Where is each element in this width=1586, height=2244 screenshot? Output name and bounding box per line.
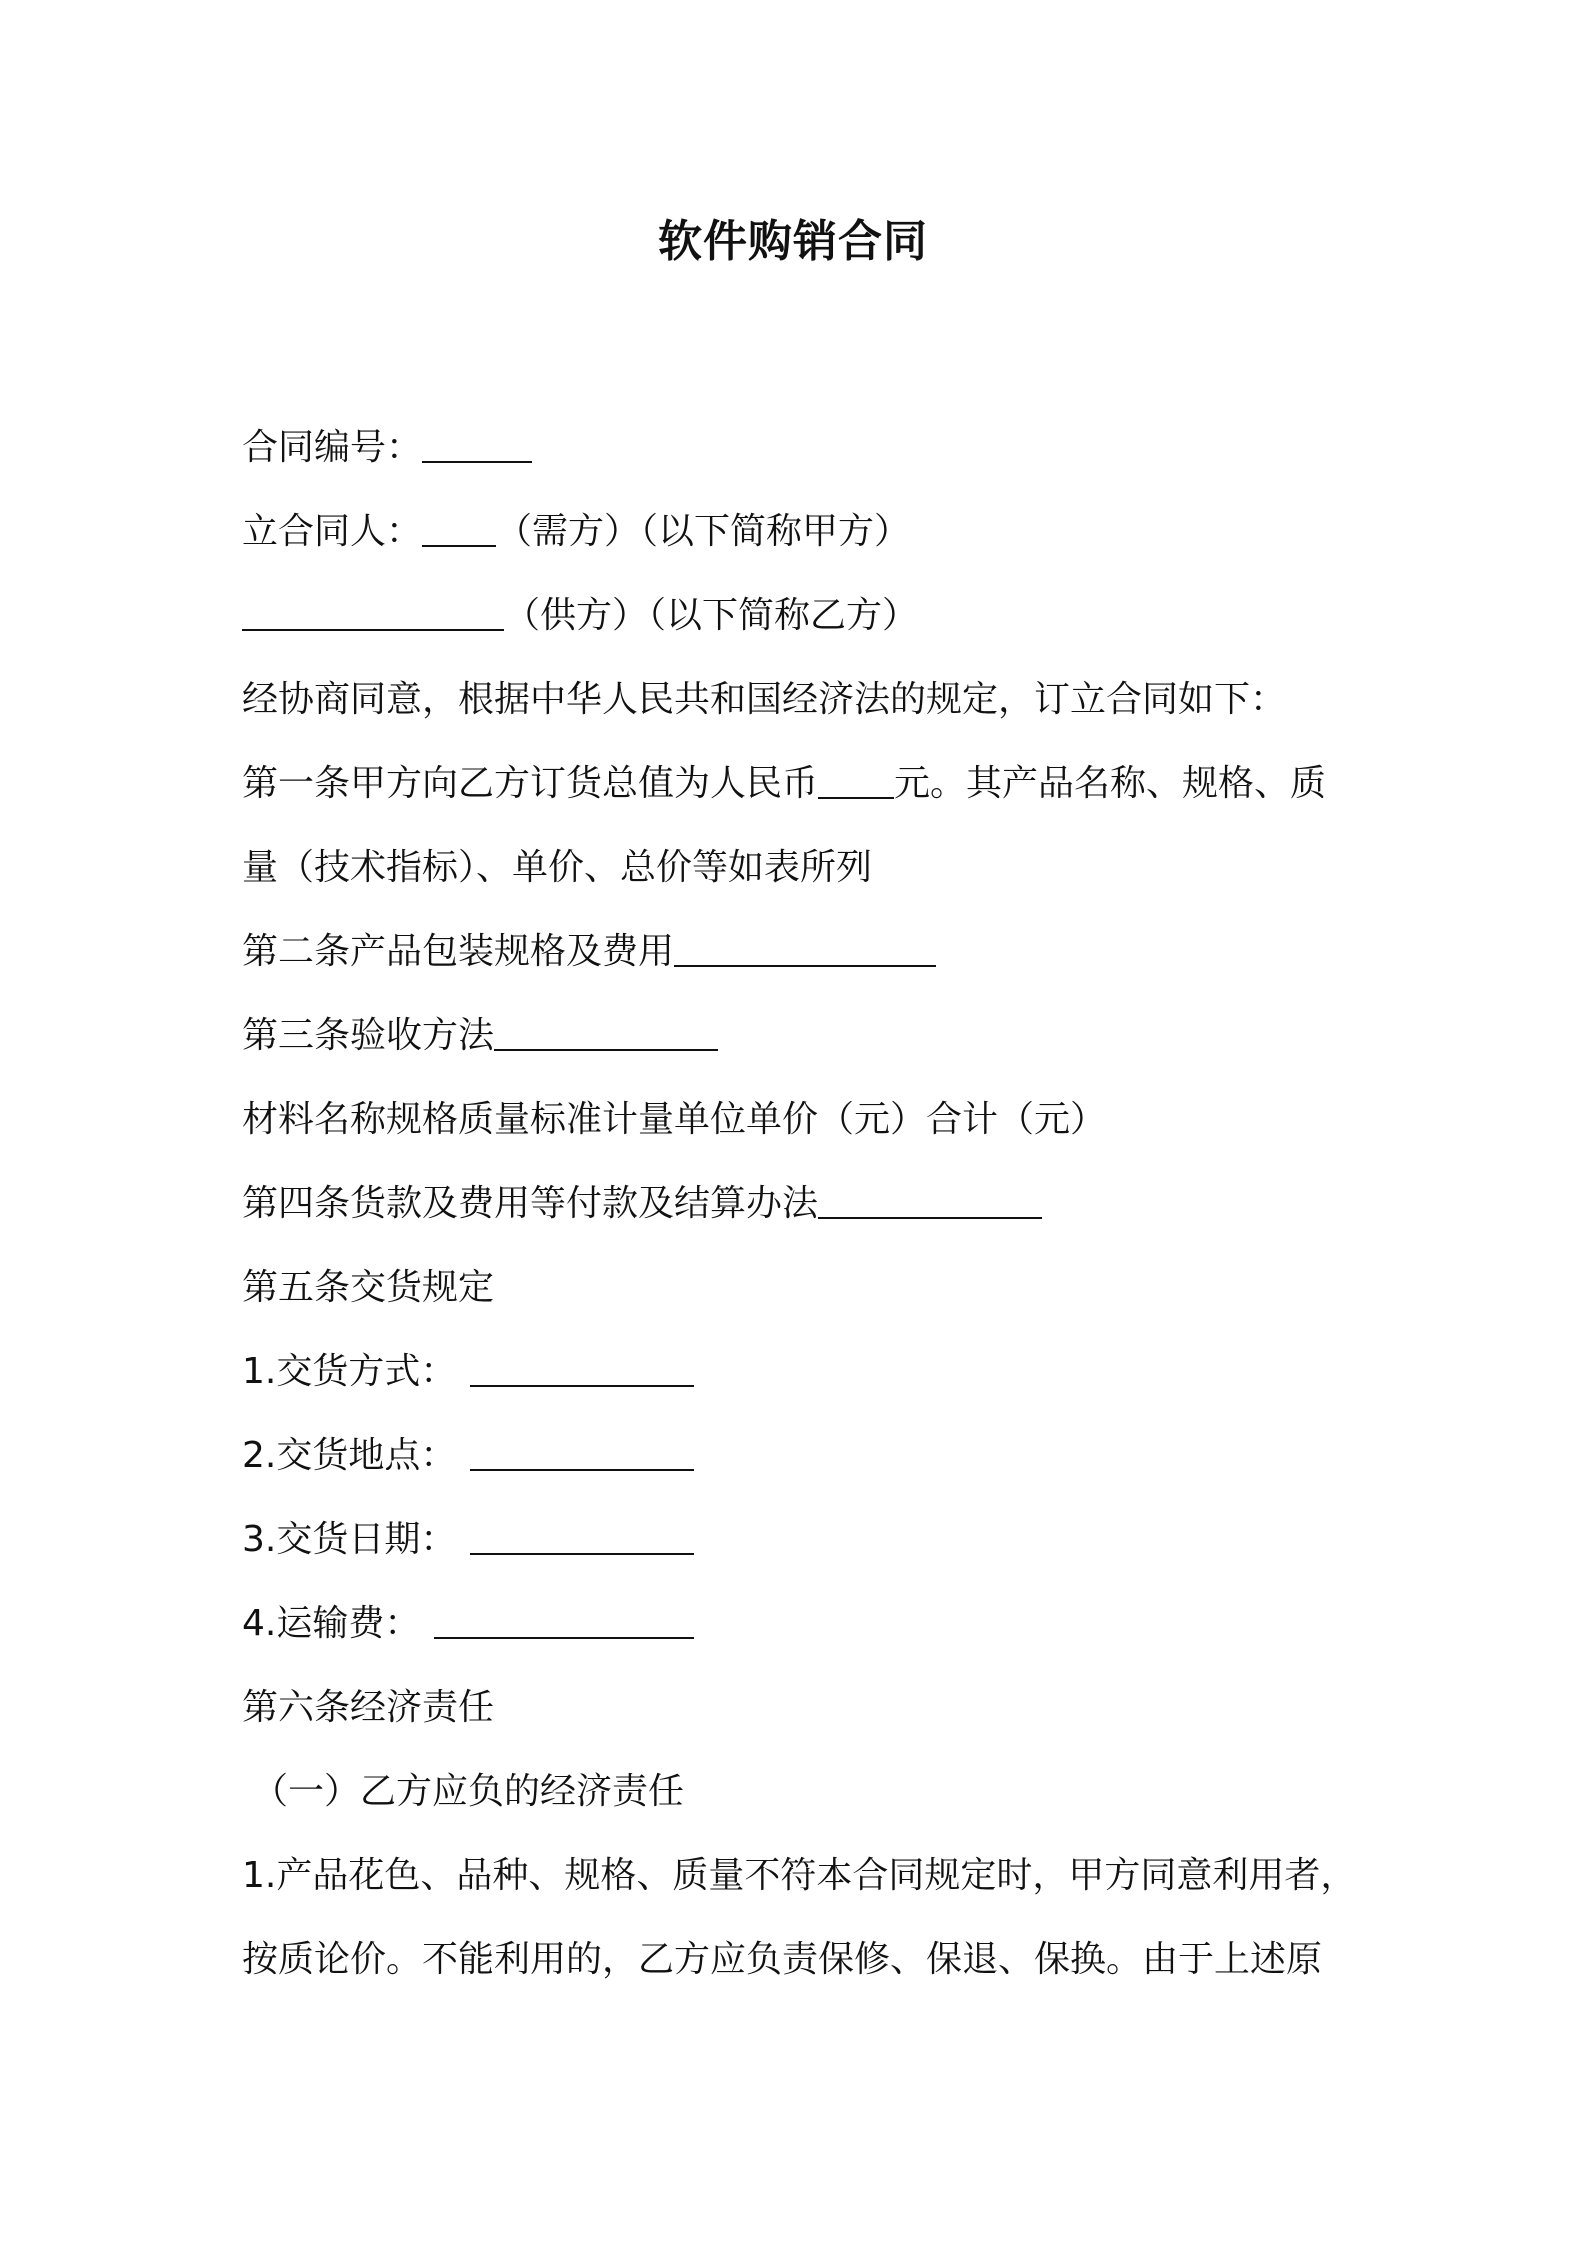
delivery-method-label: 1.交货方式： <box>242 1351 457 1392</box>
packaging-blank <box>674 921 936 967</box>
contract-number-blank <box>422 417 532 463</box>
party-b-suffix: （供方）（以下简称乙方） <box>504 595 919 636</box>
table-header-line: 材料名称规格质量标准计量单位单价（元）合计（元） <box>242 1099 1107 1140</box>
freight-line <box>242 1582 1362 1666</box>
article-4-text: 第四条货款及费用等付款及结算办法 <box>242 1183 819 1224</box>
section-b-liability-heading: （一）乙方应负的经济责任 <box>252 1771 685 1812</box>
party-a-label: 立合同人： <box>242 511 423 552</box>
payment-method-blank <box>818 1173 1042 1219</box>
party-b-line <box>242 574 1362 658</box>
delivery-place-blank <box>470 1425 694 1471</box>
party-a-line <box>242 490 1362 574</box>
article-5-heading: 第五条交货规定 <box>242 1267 495 1308</box>
article-3-line <box>242 994 1362 1078</box>
document-body <box>242 406 1362 2002</box>
delivery-date-label: 3.交货日期： <box>242 1519 457 1560</box>
article-2-line <box>242 910 1362 994</box>
article-2-text: 第二条产品包装规格及费用 <box>242 931 675 972</box>
delivery-place-line <box>242 1414 1362 1498</box>
clause-1-line-2: 按质论价。不能利用的，乙方应负责保修、保退、保换。由于上述原 <box>242 1939 1323 1980</box>
delivery-date-line <box>242 1498 1362 1582</box>
delivery-method-blank <box>470 1341 694 1387</box>
document-title: 软件购销合同 <box>658 216 928 267</box>
article-6-heading: 第六条经济责任 <box>242 1687 495 1728</box>
party-a-suffix: （需方）（以下简称甲方） <box>496 511 911 552</box>
delivery-place-label: 2.交货地点： <box>242 1435 457 1476</box>
total-amount-blank <box>818 753 894 799</box>
delivery-method-line <box>242 1330 1362 1414</box>
acceptance-method-blank <box>494 1005 718 1051</box>
freight-label: 4.运输费： <box>242 1603 421 1644</box>
party-a-blank <box>422 501 496 547</box>
article-1-line-2: 量（技术指标）、单价、总价等如表所列 <box>242 847 873 888</box>
article-1-line-1 <box>242 742 1362 826</box>
article-1-text-b: 元。其产品名称、规格、质 <box>894 763 1327 804</box>
contract-number-line <box>242 406 1362 490</box>
article-1-text-a: 第一条甲方向乙方订货总值为人民币 <box>242 763 819 804</box>
article-4-line <box>242 1162 1362 1246</box>
freight-blank <box>434 1593 694 1639</box>
party-b-blank <box>242 585 504 631</box>
intro-paragraph: 经协商同意，根据中华人民共和国经济法的规定，订立合同如下： <box>242 679 1287 720</box>
contract-number-label: 合同编号： <box>242 427 423 468</box>
article-3-text: 第三条验收方法 <box>242 1015 495 1056</box>
clause-1-line-1: 1.产品花色、品种、规格、质量不符本合同规定时，甲方同意利用者， <box>242 1855 1357 1896</box>
delivery-date-blank <box>470 1509 694 1555</box>
